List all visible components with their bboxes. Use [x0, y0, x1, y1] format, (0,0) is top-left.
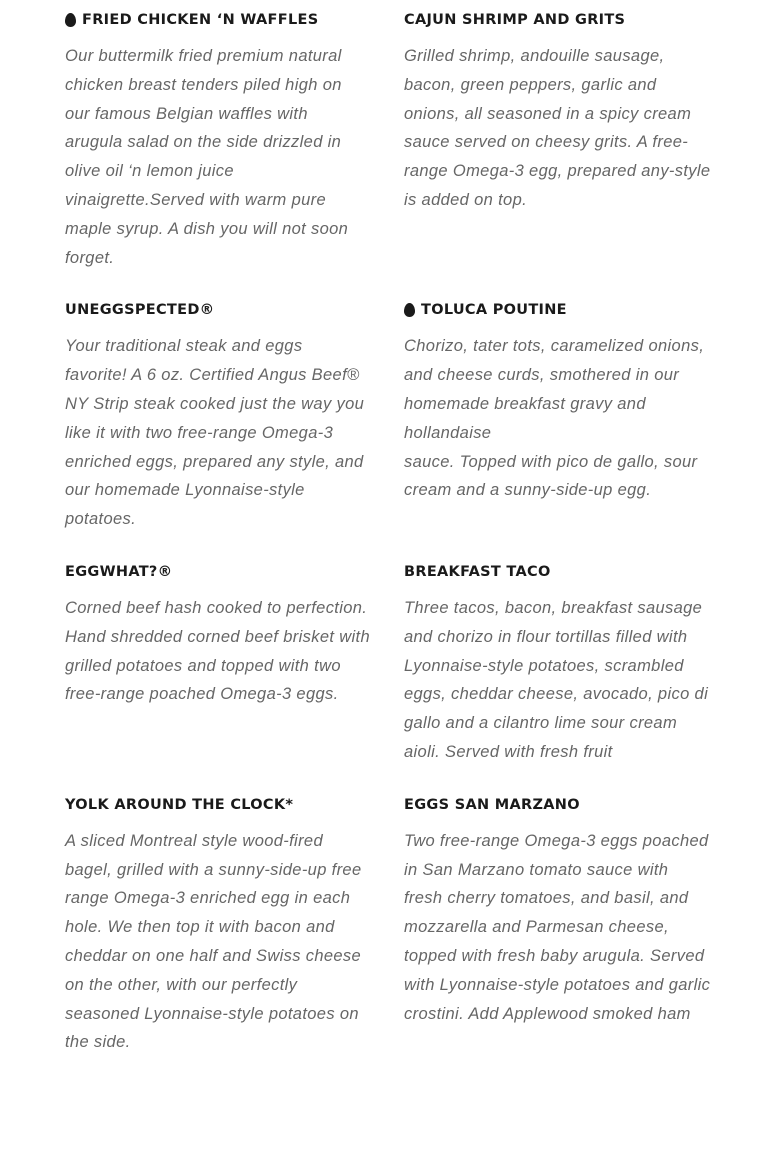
menu-item [404, 299, 714, 534]
description-line: hole. We then top it with bacon and [65, 918, 335, 937]
description-line: Grilled shrimp, andouille sausage, [404, 47, 665, 65]
menu-item [65, 9, 404, 272]
description-line: the side. [65, 1033, 131, 1052]
menu-item-description [404, 594, 714, 767]
menu-item-description [404, 332, 714, 505]
description-line: Hand shredded corned beef brisket with [65, 627, 370, 646]
title-text: YOLK AROUND THE CLOCK* [65, 796, 294, 813]
title-text: TOLUCA POUTINE [421, 302, 567, 319]
description-line: range Omega-3 enriched egg in each [65, 889, 351, 908]
menu-item-title [404, 9, 714, 31]
description-line: cream and a sunny-side-up egg. [404, 481, 652, 500]
description-line: homemade breakfast gravy and [404, 394, 646, 413]
description-line: our homemade Lyonnaise-style [65, 481, 305, 500]
menu-item [65, 561, 404, 767]
description-line: Your traditional steak and eggs [65, 337, 303, 356]
description-line: vinaigrette.Served with warm pure [65, 190, 326, 209]
menu-item-title [404, 794, 714, 816]
description-line: range Omega-3 egg, prepared any-style [404, 162, 711, 181]
description-line: onions, all seasoned in a spicy cream [404, 104, 692, 123]
menu-item-description [65, 42, 404, 272]
title-text: EGGWHAT?® [65, 563, 173, 580]
title-text: EGGS SAN MARZANO [404, 796, 580, 813]
description-line: Our buttermilk fried premium natural [65, 47, 342, 65]
menu-item-title [65, 9, 404, 31]
menu-item-description [65, 332, 404, 534]
menu-item-description [65, 827, 404, 1057]
description-line: crostini. Add Applewood smoked ham [404, 1004, 691, 1023]
description-line: forget. [65, 248, 115, 267]
description-line: gallo and a cilantro lime sour cream [404, 714, 678, 733]
description-line: in San Marzano tomato sauce with [404, 860, 669, 879]
description-line: olive oil ‘n lemon juice [65, 162, 234, 181]
description-line: hollandaise [404, 423, 492, 442]
description-line: Two free-range Omega-3 eggs poached [404, 831, 709, 850]
description-line: potatoes. [65, 510, 137, 529]
description-line: and cheese curds, smothered in our [404, 366, 680, 385]
title-text: UNEGGSPECTED® [65, 302, 215, 319]
description-line: our famous Belgian waffles with [65, 104, 308, 123]
menu-item [404, 9, 714, 272]
description-line: eggs, cheddar cheese, avocado, pico di [404, 685, 709, 704]
egg-icon [404, 303, 415, 317]
menu-item [65, 299, 404, 534]
description-line: with Lyonnaise-style potatoes and garlic [404, 975, 711, 994]
title-text: BREAKFAST TACO [404, 563, 551, 580]
menu-grid [65, 9, 714, 1057]
description-line: aioli. Served with fresh fruit [404, 742, 613, 761]
description-line: favorite! A 6 oz. Certified Angus Beef® [65, 366, 360, 385]
description-line: like it with two free-range Omega-3 [65, 423, 334, 442]
description-line: and chorizo in flour tortillas filled with [404, 627, 688, 646]
description-line: Corned beef hash cooked to perfection. [65, 598, 368, 617]
description-line: cheddar on one half and Swiss cheese [65, 946, 362, 965]
description-line: on the other, with our perfectly [65, 975, 298, 994]
description-line: sauce. Topped with pico de gallo, sour [404, 452, 698, 471]
description-line: topped with fresh baby arugula. Served [404, 946, 705, 965]
description-line: free-range poached Omega-3 eggs. [65, 685, 339, 704]
menu-item-title [404, 561, 714, 583]
menu-item-title [65, 561, 404, 583]
description-line: bagel, grilled with a sunny-side-up free [65, 860, 362, 879]
description-line: Three tacos, bacon, breakfast sausage [404, 598, 703, 617]
description-line: seasoned Lyonnaise-style potatoes on [65, 1004, 359, 1023]
menu-item-title [65, 794, 404, 816]
description-line: Lyonnaise-style potatoes, scrambled [404, 656, 684, 675]
description-line: enriched eggs, prepared any style, and [65, 452, 364, 471]
description-line: chicken breast tenders piled high on [65, 75, 342, 94]
menu-item [65, 794, 404, 1057]
description-line: arugula salad on the side drizzled in [65, 133, 342, 152]
menu-item [404, 794, 714, 1057]
menu-item-description [65, 594, 404, 709]
title-text: FRIED CHICKEN ‘N WAFFLES [82, 12, 319, 28]
description-line: maple syrup. A dish you will not soon [65, 219, 349, 238]
description-line: bacon, green peppers, garlic and [404, 75, 657, 94]
description-line: A sliced Montreal style wood-fired [65, 831, 323, 850]
description-line: sauce served on cheesy grits. A free- [404, 133, 689, 152]
description-line: is added on top. [404, 190, 528, 209]
description-line: NY Strip steak cooked just the way you [65, 394, 365, 413]
menu-item-description [404, 827, 714, 1029]
menu-item [404, 561, 714, 767]
menu-item-description [404, 42, 714, 215]
menu-item-title [65, 299, 404, 321]
description-line: Chorizo, tater tots, caramelized onions, [404, 337, 705, 356]
description-line: fresh cherry tomatoes, and basil, and [404, 889, 689, 908]
description-line: grilled potatoes and topped with two [65, 656, 341, 675]
egg-icon [65, 13, 76, 27]
description-line: mozzarella and Parmesan cheese, [404, 918, 669, 937]
menu-item-title [404, 299, 714, 321]
title-text: CAJUN SHRIMP AND GRITS [404, 12, 626, 28]
